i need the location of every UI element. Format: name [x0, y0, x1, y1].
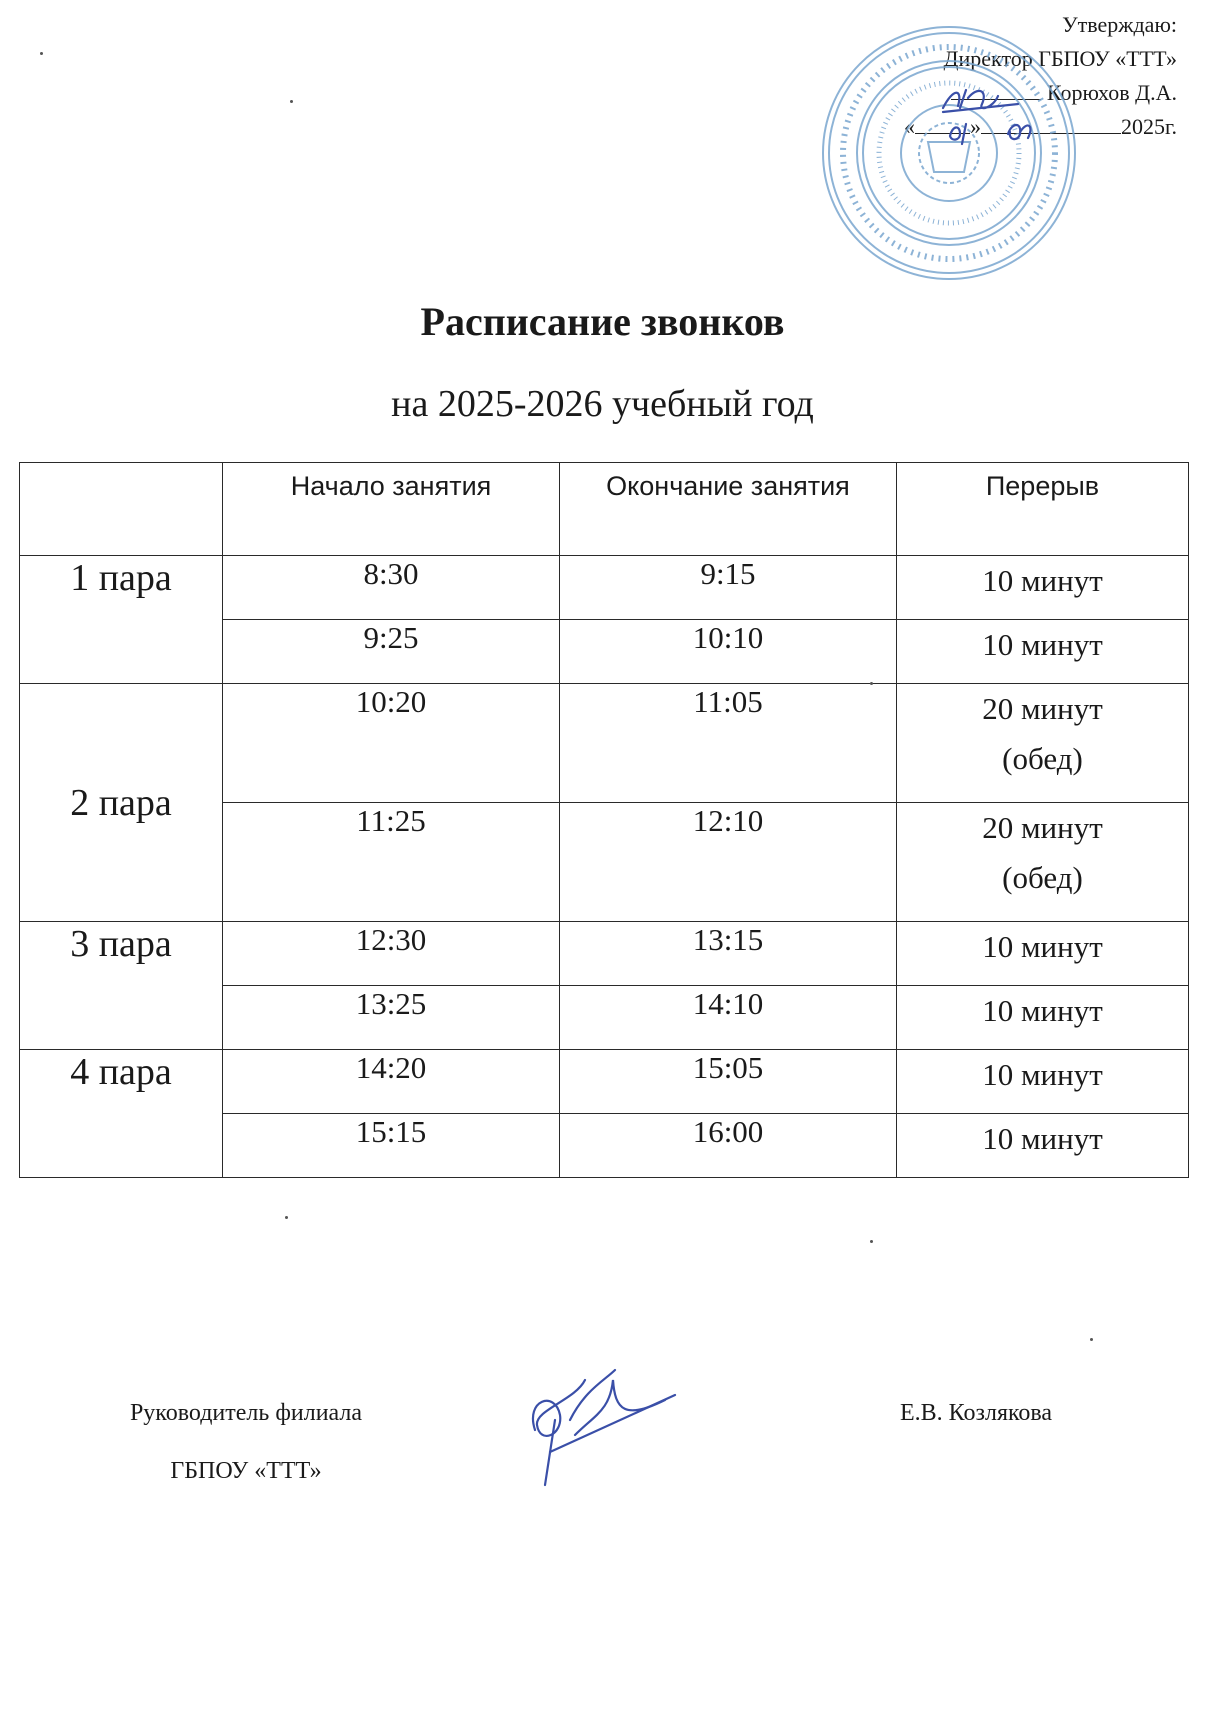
break-text: 10 минут: [982, 627, 1103, 662]
approval-date-line: [817, 110, 1177, 144]
end-time: 13:15: [560, 922, 897, 986]
break-duration: [897, 684, 1189, 803]
end-time: 10:10: [560, 620, 897, 684]
break-duration: [897, 1114, 1189, 1178]
page-title: Расписание звонков: [420, 299, 785, 344]
start-time: 10:20: [223, 684, 560, 803]
date-day-blank: [915, 115, 970, 134]
scan-speck: [285, 1216, 288, 1219]
header-break: Перерыв: [897, 463, 1189, 556]
break-text: 20 минут: [982, 810, 1103, 845]
pair-label: 3 пара: [20, 922, 223, 1050]
end-time: 9:15: [560, 556, 897, 620]
pair-label: 4 пара: [20, 1050, 223, 1178]
footer-role: [96, 1385, 396, 1500]
scan-speck: [870, 1240, 873, 1243]
start-time: 11:25: [223, 803, 560, 922]
footer-role-line2: ГБПОУ «ТТТ»: [170, 1457, 322, 1484]
start-time: 12:30: [223, 922, 560, 986]
page-subtitle: на 2025-2026 учебный год: [391, 383, 814, 425]
branch-head-signature: [515, 1360, 685, 1490]
break-text: 10 минут: [982, 1057, 1103, 1092]
footer-signer: Е.В. Козлякова: [900, 1400, 1053, 1426]
break-note: (обед): [1002, 859, 1083, 895]
approval-name-line: [817, 76, 1177, 110]
break-text: 10 минут: [982, 929, 1103, 964]
pair-label: 1 пара: [20, 556, 223, 684]
scan-speck: [870, 682, 873, 685]
quote-close: »: [969, 114, 981, 140]
break-duration: [897, 620, 1189, 684]
date-month-blank: [981, 115, 1121, 134]
end-time: 14:10: [560, 986, 897, 1050]
break-text: 10 минут: [982, 993, 1103, 1028]
break-duration: [897, 986, 1189, 1050]
pair-label: 2 пара: [20, 684, 223, 922]
approval-position: Директор ГБПОУ «ТТТ»: [943, 46, 1177, 72]
start-time: 15:15: [223, 1114, 560, 1178]
break-duration: [897, 556, 1189, 620]
scan-speck: [1090, 1338, 1093, 1341]
break-text: 10 минут: [982, 1121, 1103, 1156]
break-text: 10 минут: [982, 563, 1103, 598]
break-text: 20 минут: [982, 691, 1103, 726]
start-time: 13:25: [223, 986, 560, 1050]
signature-blank: [951, 81, 1041, 100]
header-start: Начало занятия: [223, 463, 560, 556]
end-time: 16:00: [560, 1114, 897, 1178]
bell-schedule-table: [19, 462, 1189, 1178]
start-time: 8:30: [223, 556, 560, 620]
header-empty: [20, 463, 223, 556]
approval-title: Утверждаю:: [1062, 12, 1177, 37]
break-duration: [897, 922, 1189, 986]
approval-block: [817, 8, 1177, 144]
quote-open: «: [903, 114, 915, 140]
approval-name: Корюхов Д.А.: [1046, 80, 1177, 106]
end-time: 15:05: [560, 1050, 897, 1114]
break-duration: [897, 803, 1189, 922]
scan-speck: [40, 52, 43, 55]
end-time: 11:05: [560, 684, 897, 803]
footer-role-line1: Руководитель филиала: [129, 1400, 363, 1426]
header-end: Окончание занятия: [560, 463, 897, 556]
end-time: 12:10: [560, 803, 897, 922]
approval-year: 2025г.: [1120, 114, 1177, 140]
start-time: 9:25: [223, 620, 560, 684]
break-note: (обед): [1002, 740, 1083, 776]
table-row: [20, 922, 1189, 986]
break-duration: [897, 1050, 1189, 1114]
table-header-row: [20, 463, 1189, 556]
table-row: [20, 556, 1189, 620]
scan-speck: [290, 100, 293, 103]
table-row: [20, 1050, 1189, 1114]
table-row: [20, 684, 1189, 803]
start-time: 14:20: [223, 1050, 560, 1114]
